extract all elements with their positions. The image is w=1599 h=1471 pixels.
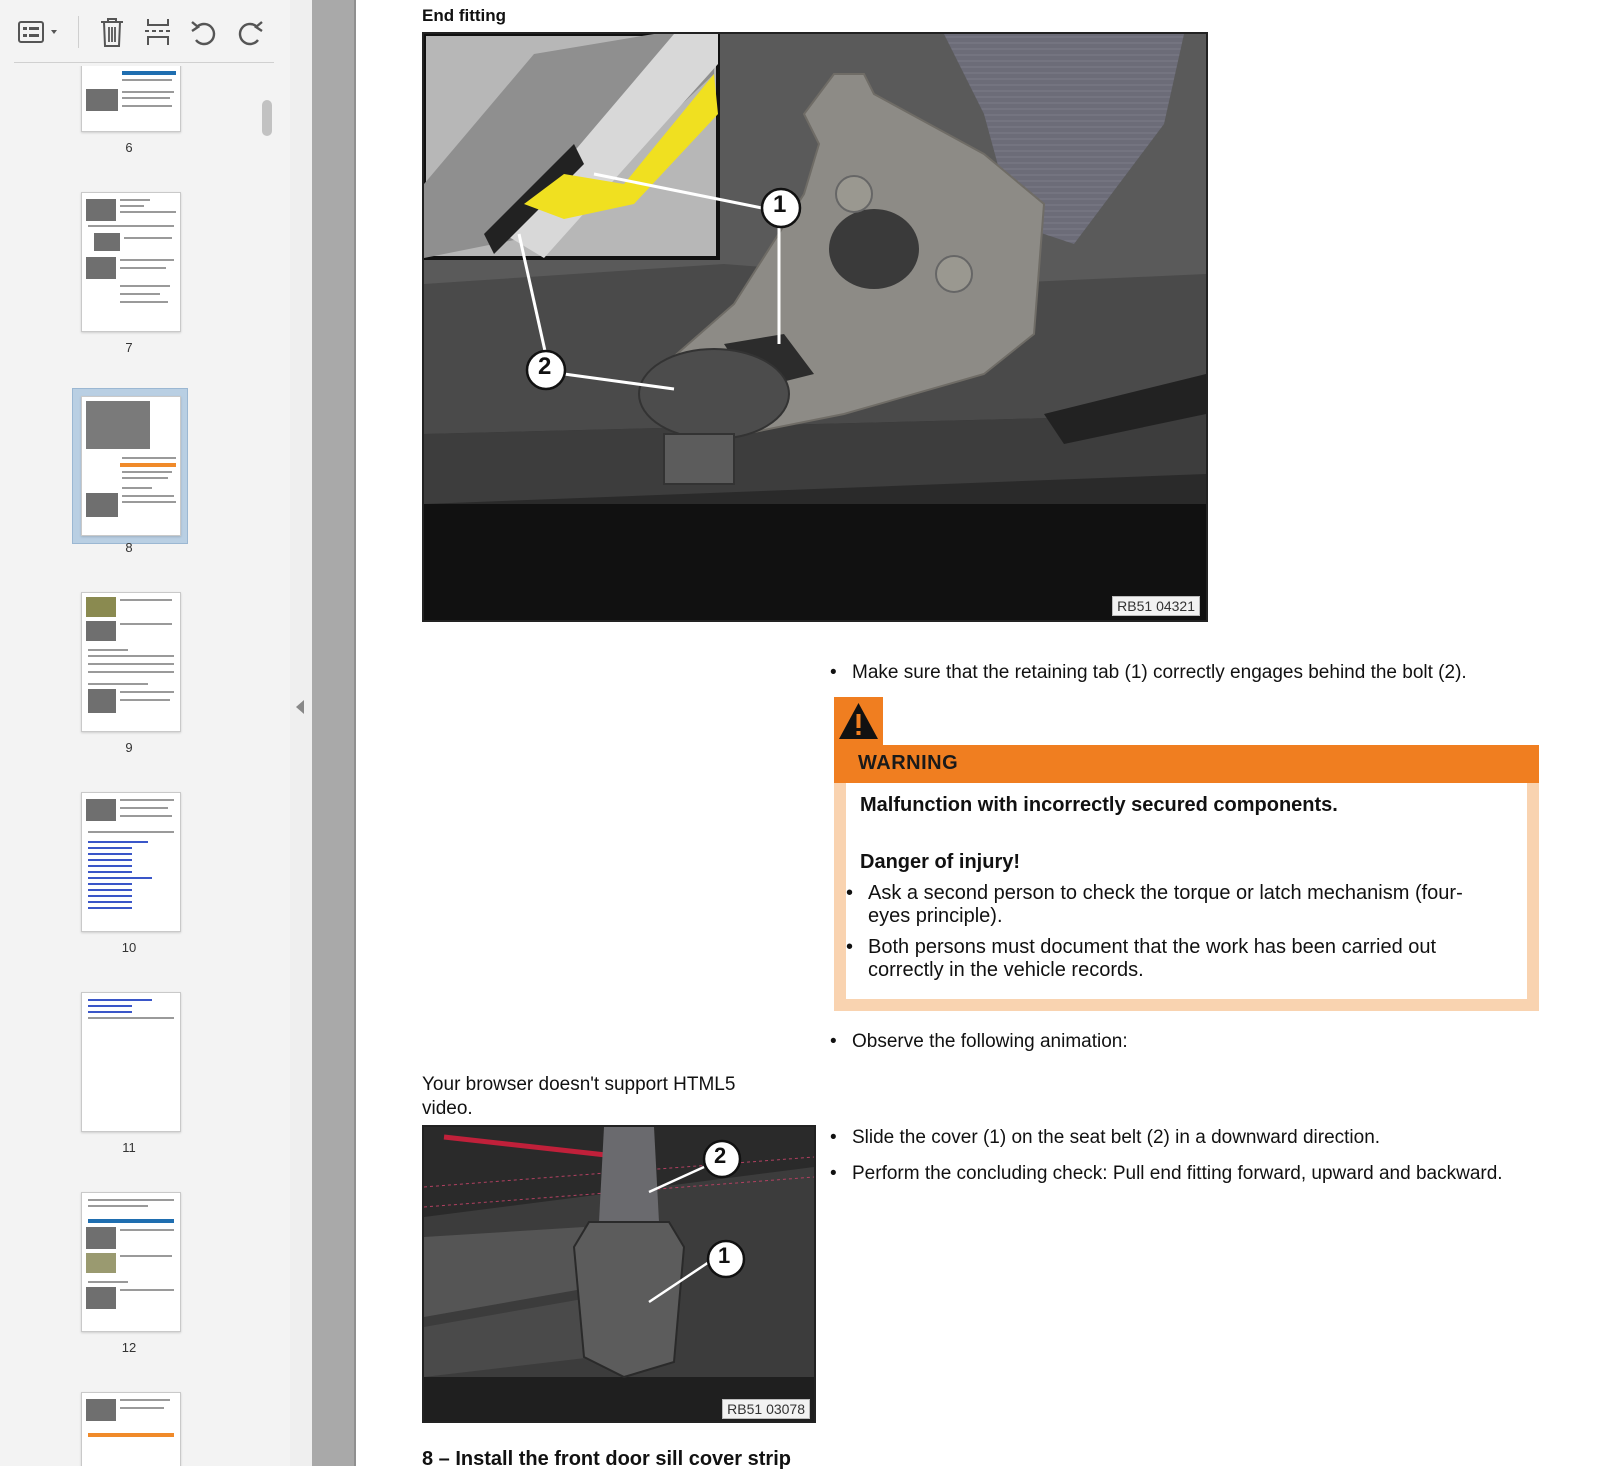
end-fitting-heading: End fitting (422, 6, 507, 25)
warning-triangle-icon (834, 697, 883, 745)
page-number-8: 8 (125, 540, 133, 555)
page-number-11: 11 (122, 1140, 136, 1155)
end-fitting-photo (422, 32, 1208, 622)
toolbar-separator (78, 16, 79, 48)
step-observe: • Observe the following animation: (852, 1031, 1128, 1053)
page-thumbnail-6[interactable] (81, 66, 181, 132)
photo2-callout-1-label: 1 (718, 1243, 731, 1268)
thumbnail-list (0, 66, 262, 1466)
step-retaining-tab: • Make sure that the retaining tab (1) correctly engages behind the bolt (2). (852, 662, 1467, 684)
page-gutter (312, 0, 356, 1466)
page-thumbnail-8[interactable] (81, 396, 181, 536)
photo1-reference-code: RB51 04321 (1112, 596, 1200, 616)
undo-icon (188, 16, 220, 48)
redo-icon (234, 16, 266, 48)
page-number-12: 12 (121, 1340, 137, 1355)
page-thumbnail-9[interactable] (81, 592, 181, 732)
photo1-callout-1-label: 1 (773, 191, 787, 218)
photo2-callout-2-label: 2 (714, 1143, 727, 1168)
delete-page-button[interactable] (94, 14, 130, 50)
extract-page-button[interactable] (140, 14, 176, 50)
warning-item-1: • Ask a second person to check the torque or latch mechanism (four-eyes principle). (868, 882, 1488, 928)
page-number-9: 9 (125, 740, 133, 755)
photo1-callout-2-label: 2 (538, 353, 552, 380)
photo2-reference-code: RB51 03078 (722, 1399, 810, 1419)
sidebar-toolbar (0, 0, 290, 64)
collapse-arrow-icon (296, 700, 304, 714)
undo-button[interactable] (186, 14, 222, 50)
step-slide-cover: • Slide the cover (1) on the seat belt (2) in a downward direction. (852, 1127, 1380, 1149)
page-thumbnail-12[interactable] (81, 1192, 181, 1332)
warning-badge (834, 697, 883, 745)
view-menu-button[interactable] (14, 14, 66, 50)
page-number-6: 6 (125, 140, 133, 155)
warning-title: WARNING (858, 752, 959, 774)
warning-headline: Malfunction with incorrectly secured components. (860, 794, 1338, 816)
page-thumbnail-7[interactable] (81, 192, 181, 332)
warning-item-2: • Both persons must document that the work has been carried out correctly in the vehicle records. (868, 936, 1488, 982)
thumbnail-sidebar (0, 0, 291, 1466)
step-concluding-check: • Perform the concluding check: Pull end fitting forward, upward and backward. (852, 1163, 1503, 1185)
toolbar-divider (14, 62, 274, 63)
sidebar-collapse-handle[interactable] (290, 0, 312, 1466)
video-fallback-text: Your browser doesn't support HTML5 video. (422, 1074, 736, 1119)
page-thumbnail-10[interactable] (81, 792, 181, 932)
trash-icon (97, 15, 127, 49)
redo-button[interactable] (232, 14, 268, 50)
seat-belt-cover-photo (422, 1125, 816, 1423)
page-number-10: 10 (121, 940, 137, 955)
extract-page-icon (143, 15, 173, 49)
warning-danger: Danger of injury! (860, 851, 1021, 873)
page-number-7: 7 (125, 340, 133, 355)
page-thumbnail-13[interactable] (81, 1392, 181, 1466)
next-section-heading: 8 – Install the front door sill cover strip (422, 1448, 791, 1470)
thumbnail-scrollbar[interactable] (262, 100, 272, 136)
page-thumbnail-11[interactable] (81, 992, 181, 1132)
thumbnail-list-icon (17, 17, 63, 47)
